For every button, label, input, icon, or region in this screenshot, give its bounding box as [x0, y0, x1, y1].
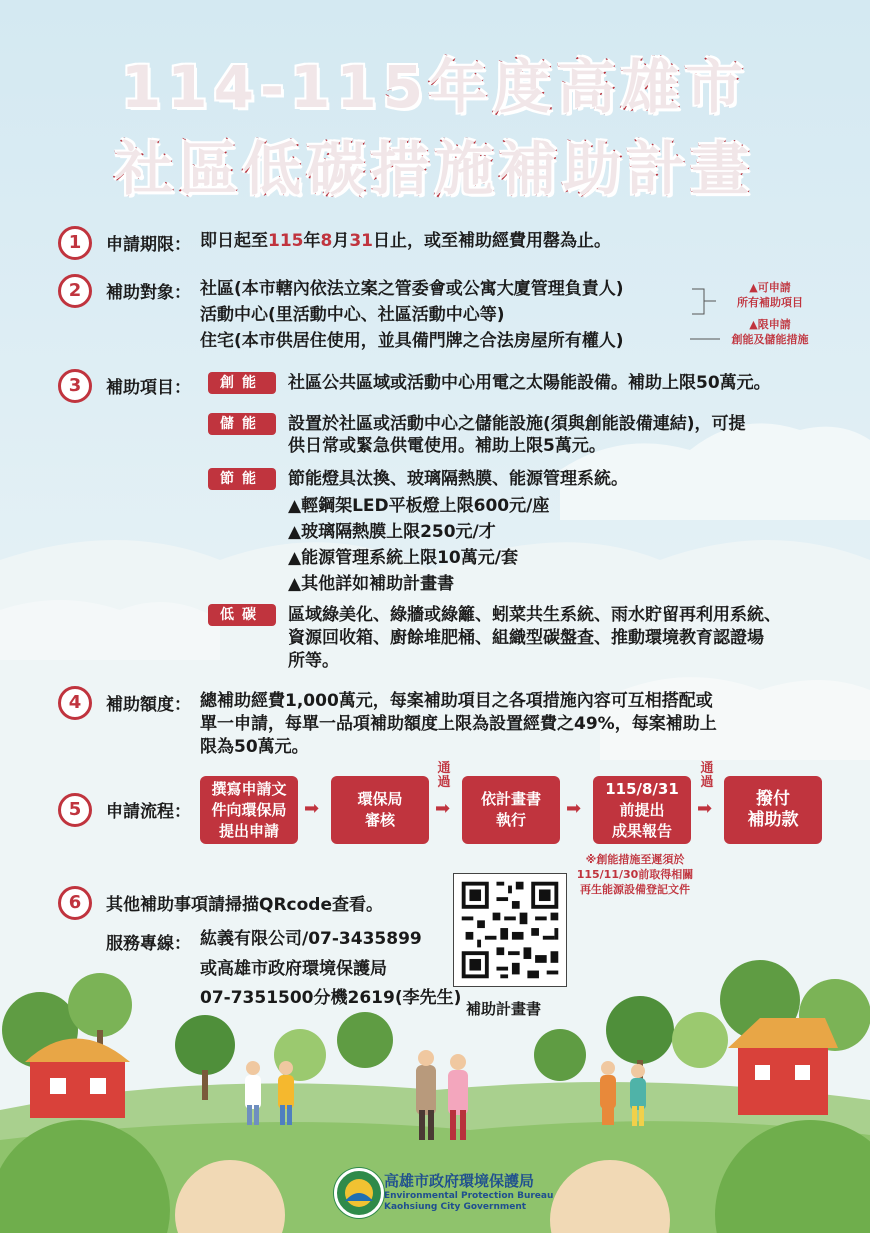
- amount-line3: 限為50萬元。: [200, 737, 309, 757]
- qr-caption: 補助計畫書: [466, 1000, 542, 1018]
- service-line1: 紘義有限公司/07-3435899: [200, 929, 422, 949]
- tag-low-carbon: 低碳: [208, 604, 276, 626]
- note-all-items-b: 所有補助項目: [737, 296, 803, 309]
- section1-label: 申請期限：: [106, 235, 191, 255]
- arrow-right-icon: ➡: [566, 798, 582, 819]
- flow-note: [560, 852, 710, 897]
- footer-org-cn: 高雄市政府環境保護局: [384, 1172, 535, 1190]
- arrow-right-icon: ➡: [304, 798, 320, 819]
- item-energy-storage-text: 設置於社區或活動中心之儲能設施(須與創能設備連結)，可提: [288, 414, 746, 434]
- step-grant-payment: 撥付 補助款: [724, 776, 822, 844]
- footer-org-en2: Kaohsiung City Government: [384, 1202, 527, 1212]
- note-all-items-a: ▲可申請: [749, 281, 791, 294]
- section1-pre: 即日起至: [200, 231, 268, 251]
- saving-bullet-led: ▲輕鋼架LED平板燈上限600元/座: [288, 496, 550, 516]
- tag-energy-creation: 創能: [208, 372, 276, 394]
- note-limited-items-b: 創能及儲能措施: [731, 333, 809, 346]
- epb-logo: [334, 1168, 384, 1218]
- section-number-5: 5: [58, 793, 92, 827]
- section6-label: 其他補助事項請掃描QRcode查看。: [106, 895, 383, 915]
- tag-energy-saving: 節能: [208, 468, 276, 490]
- flow-note-line3: 再生能源設備登記文件: [580, 883, 690, 896]
- deadline-year: 115: [268, 231, 304, 251]
- note-limited-items: [716, 317, 824, 347]
- saving-bullet-film: ▲玻璃隔熱膜上限250元/才: [288, 522, 496, 542]
- deadline-day: 31: [349, 231, 374, 251]
- section-number-6: 6: [58, 886, 92, 920]
- footer-org-en1: Environmental Protection Bureau: [384, 1191, 554, 1201]
- target-community: 社區(本市轄內依法立案之管委會或公寓大廈管理負責人): [200, 279, 624, 299]
- step-epb-review: 環保局 審核: [331, 776, 429, 844]
- item-low-carbon-text: 區域綠美化、綠牆或綠籬、蚓菜共生系統、雨水貯留再利用系統、: [288, 605, 781, 625]
- target-activity-center: 活動中心(里活動中心、社區活動中心等): [200, 305, 505, 325]
- section-number-4: 4: [58, 686, 92, 720]
- amount-line2: 單一申請，每單一品項補助額度上限為設置經費之49%，每案補助上: [200, 714, 717, 734]
- tag-energy-storage: 儲能: [208, 413, 276, 435]
- deadline-year-unit: 年: [303, 231, 321, 251]
- arrow-right-icon: ➡: [697, 798, 713, 819]
- section-number-2: 2: [58, 274, 92, 308]
- item-low-carbon-text2: 資源回收箱、廚餘堆肥桶、組織型碳盤查、推動環境教育認證場: [288, 628, 764, 648]
- note-limited-items-a: ▲限申請: [749, 318, 791, 331]
- item-energy-saving-text: 節能燈具汰換、玻璃隔熱膜、能源管理系統。: [288, 469, 628, 489]
- item-energy-storage-text2: 供日常或緊急供電使用。補助上限5萬元。: [288, 436, 606, 456]
- section1-post: 日止，或至補助經費用罄為止。: [373, 231, 612, 251]
- service-line2: 或高雄市政府環境保護局: [200, 959, 387, 979]
- flow-note-line1: ※創能措施至遲須於: [585, 853, 685, 866]
- saving-bullet-other: ▲其他詳如補助計畫書: [288, 574, 455, 594]
- section-number-1: 1: [58, 226, 92, 260]
- page-title-line1: 114-115年度高雄市: [120, 53, 750, 121]
- footer-org-name: [384, 1170, 553, 1213]
- section1-text: [200, 228, 611, 254]
- section-number-3: 3: [58, 369, 92, 403]
- saving-bullet-ems: ▲能源管理系統上限10萬元/套: [288, 548, 518, 568]
- service-label: 服務專線：: [106, 934, 191, 954]
- section5-label: 申請流程：: [106, 802, 191, 822]
- pass-label-1: 通過: [437, 761, 451, 790]
- step-execute-plan: 依計畫書 執行: [462, 776, 560, 844]
- section2-label: 補助對象：: [106, 283, 191, 303]
- deadline-month-unit: 月: [332, 231, 350, 251]
- item-low-carbon-text3: 所等。: [288, 651, 339, 671]
- arrow-right-icon: ➡: [435, 798, 451, 819]
- section3-label: 補助項目：: [106, 378, 191, 398]
- item-energy-creation-text: 社區公共區域或活動中心用電之太陽能設備。補助上限50萬元。: [288, 373, 771, 393]
- note-all-items: [720, 280, 820, 310]
- deadline-month: 8: [320, 231, 333, 251]
- service-line3: 07-7351500分機2619(李先生): [200, 988, 462, 1008]
- step-submit-application: 撰寫申請文 件向環保局 提出申請: [200, 776, 298, 844]
- pass-label-2: 通過: [700, 761, 714, 790]
- leaf-icon: [337, 1171, 381, 1215]
- target-residence: 住宅(本市供居住使用，並具備門牌之合法房屋所有權人): [200, 331, 624, 351]
- flow-note-line2: 115/11/30前取得相關: [576, 868, 694, 881]
- page-title-line2: 社區低碳措施補助計畫: [114, 135, 755, 203]
- amount-line1: 總補助經費1,000萬元，每案補助項目之各項措施內容可互相搭配或: [200, 691, 713, 711]
- step-submit-report: 115/8/31 前提出 成果報告: [593, 776, 691, 844]
- section4-label: 補助額度：: [106, 695, 191, 715]
